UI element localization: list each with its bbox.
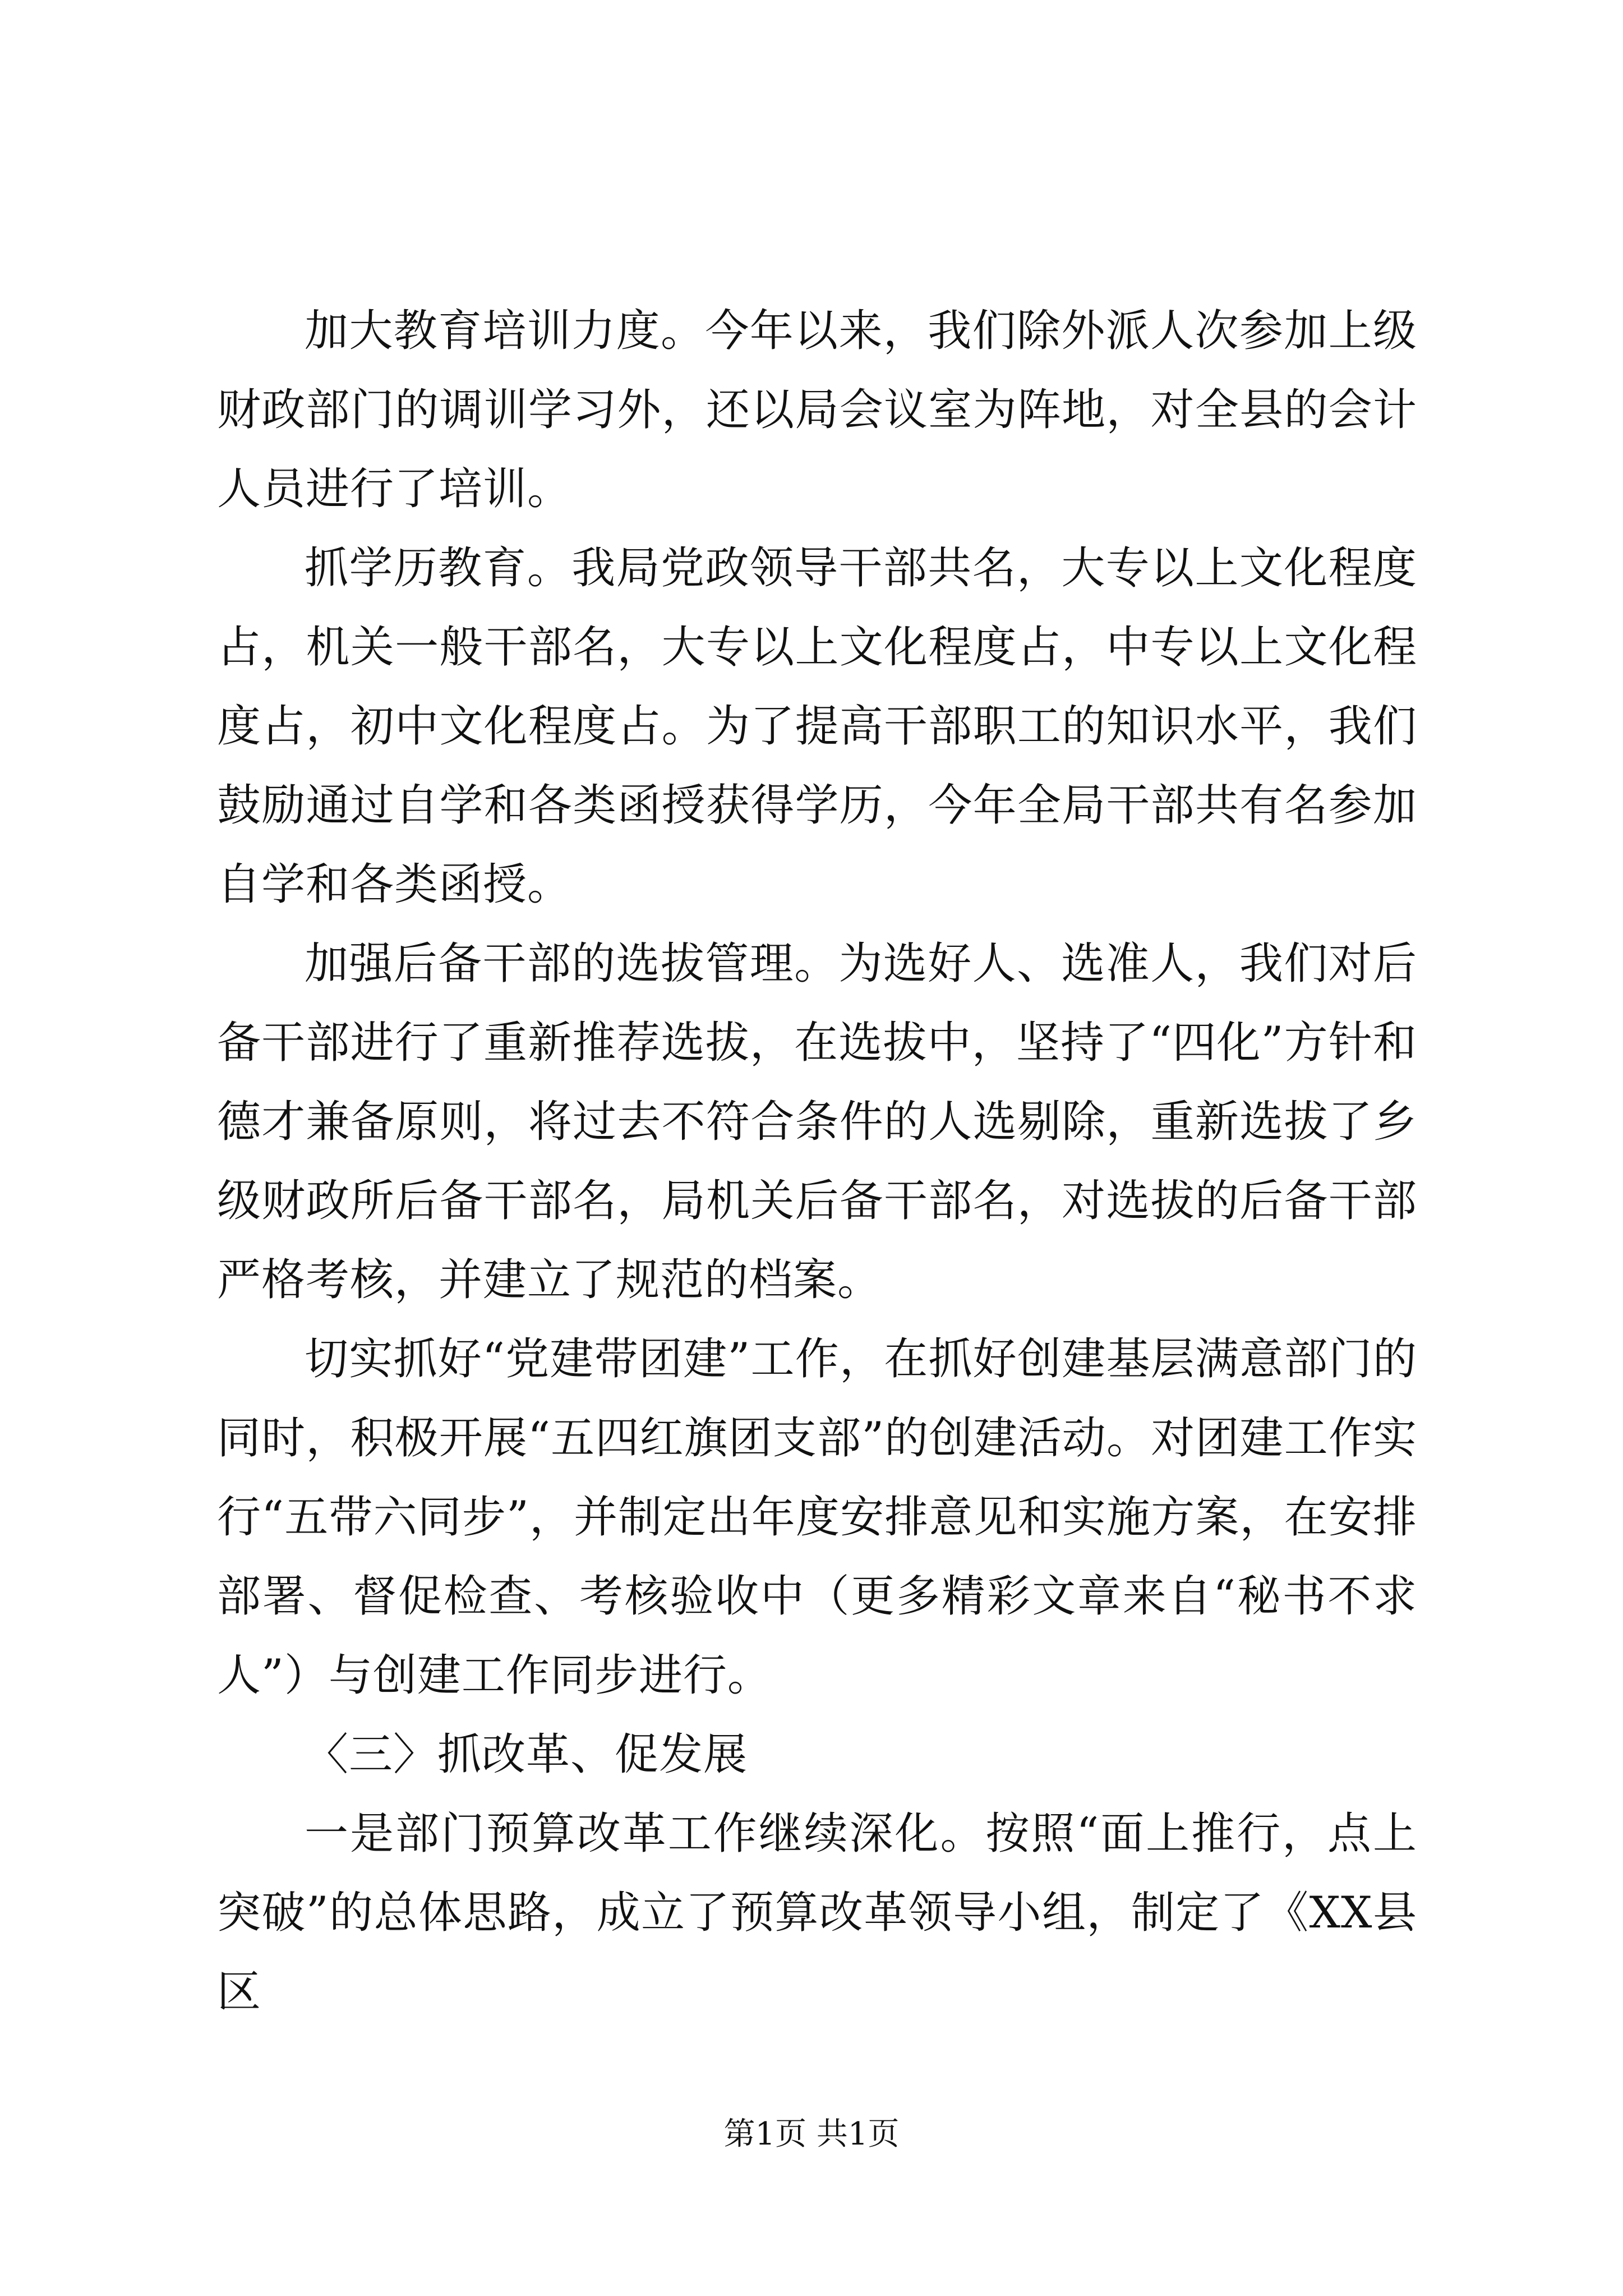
document-body — [217, 292, 1417, 2032]
paragraph-education: 抓学历教育。我局党政领导干部共名，大专以上文化程度占，机关一般干部名，大专以上文化程度占，中专以上文化程度占，初中文化程度占。为了提高干部职工的知识水平，我们鼓励通过自学和各类函授获得学历，今年全局干部共有名参加自学和各类函授。 — [217, 543, 1417, 910]
page-footer: 第1页 共1页 — [723, 2116, 900, 2152]
paragraph-reserve-cadres: 加强后备干部的选拔管理。为选好人、选准人，我们对后备干部进行了重新推荐选拔，在选拔中，坚持了“四化”方针和德才兼备原则，将过去不符合条件的人选剔除，重新选拔了乡级财政所后备干部名，局机关后备干部名，对选拔的后备干部严格考核，并建立了规范的档案。 — [217, 938, 1417, 1305]
paragraph-budget-reform: 一是部门预算改革工作继续深化。按照“面上推行，点上突破”的总体思路，成立了预算改革领导小组，制定了《XX县区 — [217, 1809, 1417, 2017]
paragraph-training: 加大教育培训力度。今年以来，我们除外派人次参加上级财政部门的调训学习外，还以局会议室为阵地，对全县的会计人员进行了培训。 — [217, 306, 1417, 514]
section-heading-reform: 〈三〉抓改革、促发展 — [305, 1729, 748, 1780]
paragraph-party-league: 切实抓好“党建带团建”工作，在抓好创建基层满意部门的同时，积极开展“五四红旗团支部”的创建活动。对团建工作实行“五带六同步”，并制定出年度安排意见和实施方案，在安排部署、督促检查、考核验收中（更多精彩文章来自“秘书不求人”）与创建工作同步进行。 — [217, 1334, 1417, 1701]
